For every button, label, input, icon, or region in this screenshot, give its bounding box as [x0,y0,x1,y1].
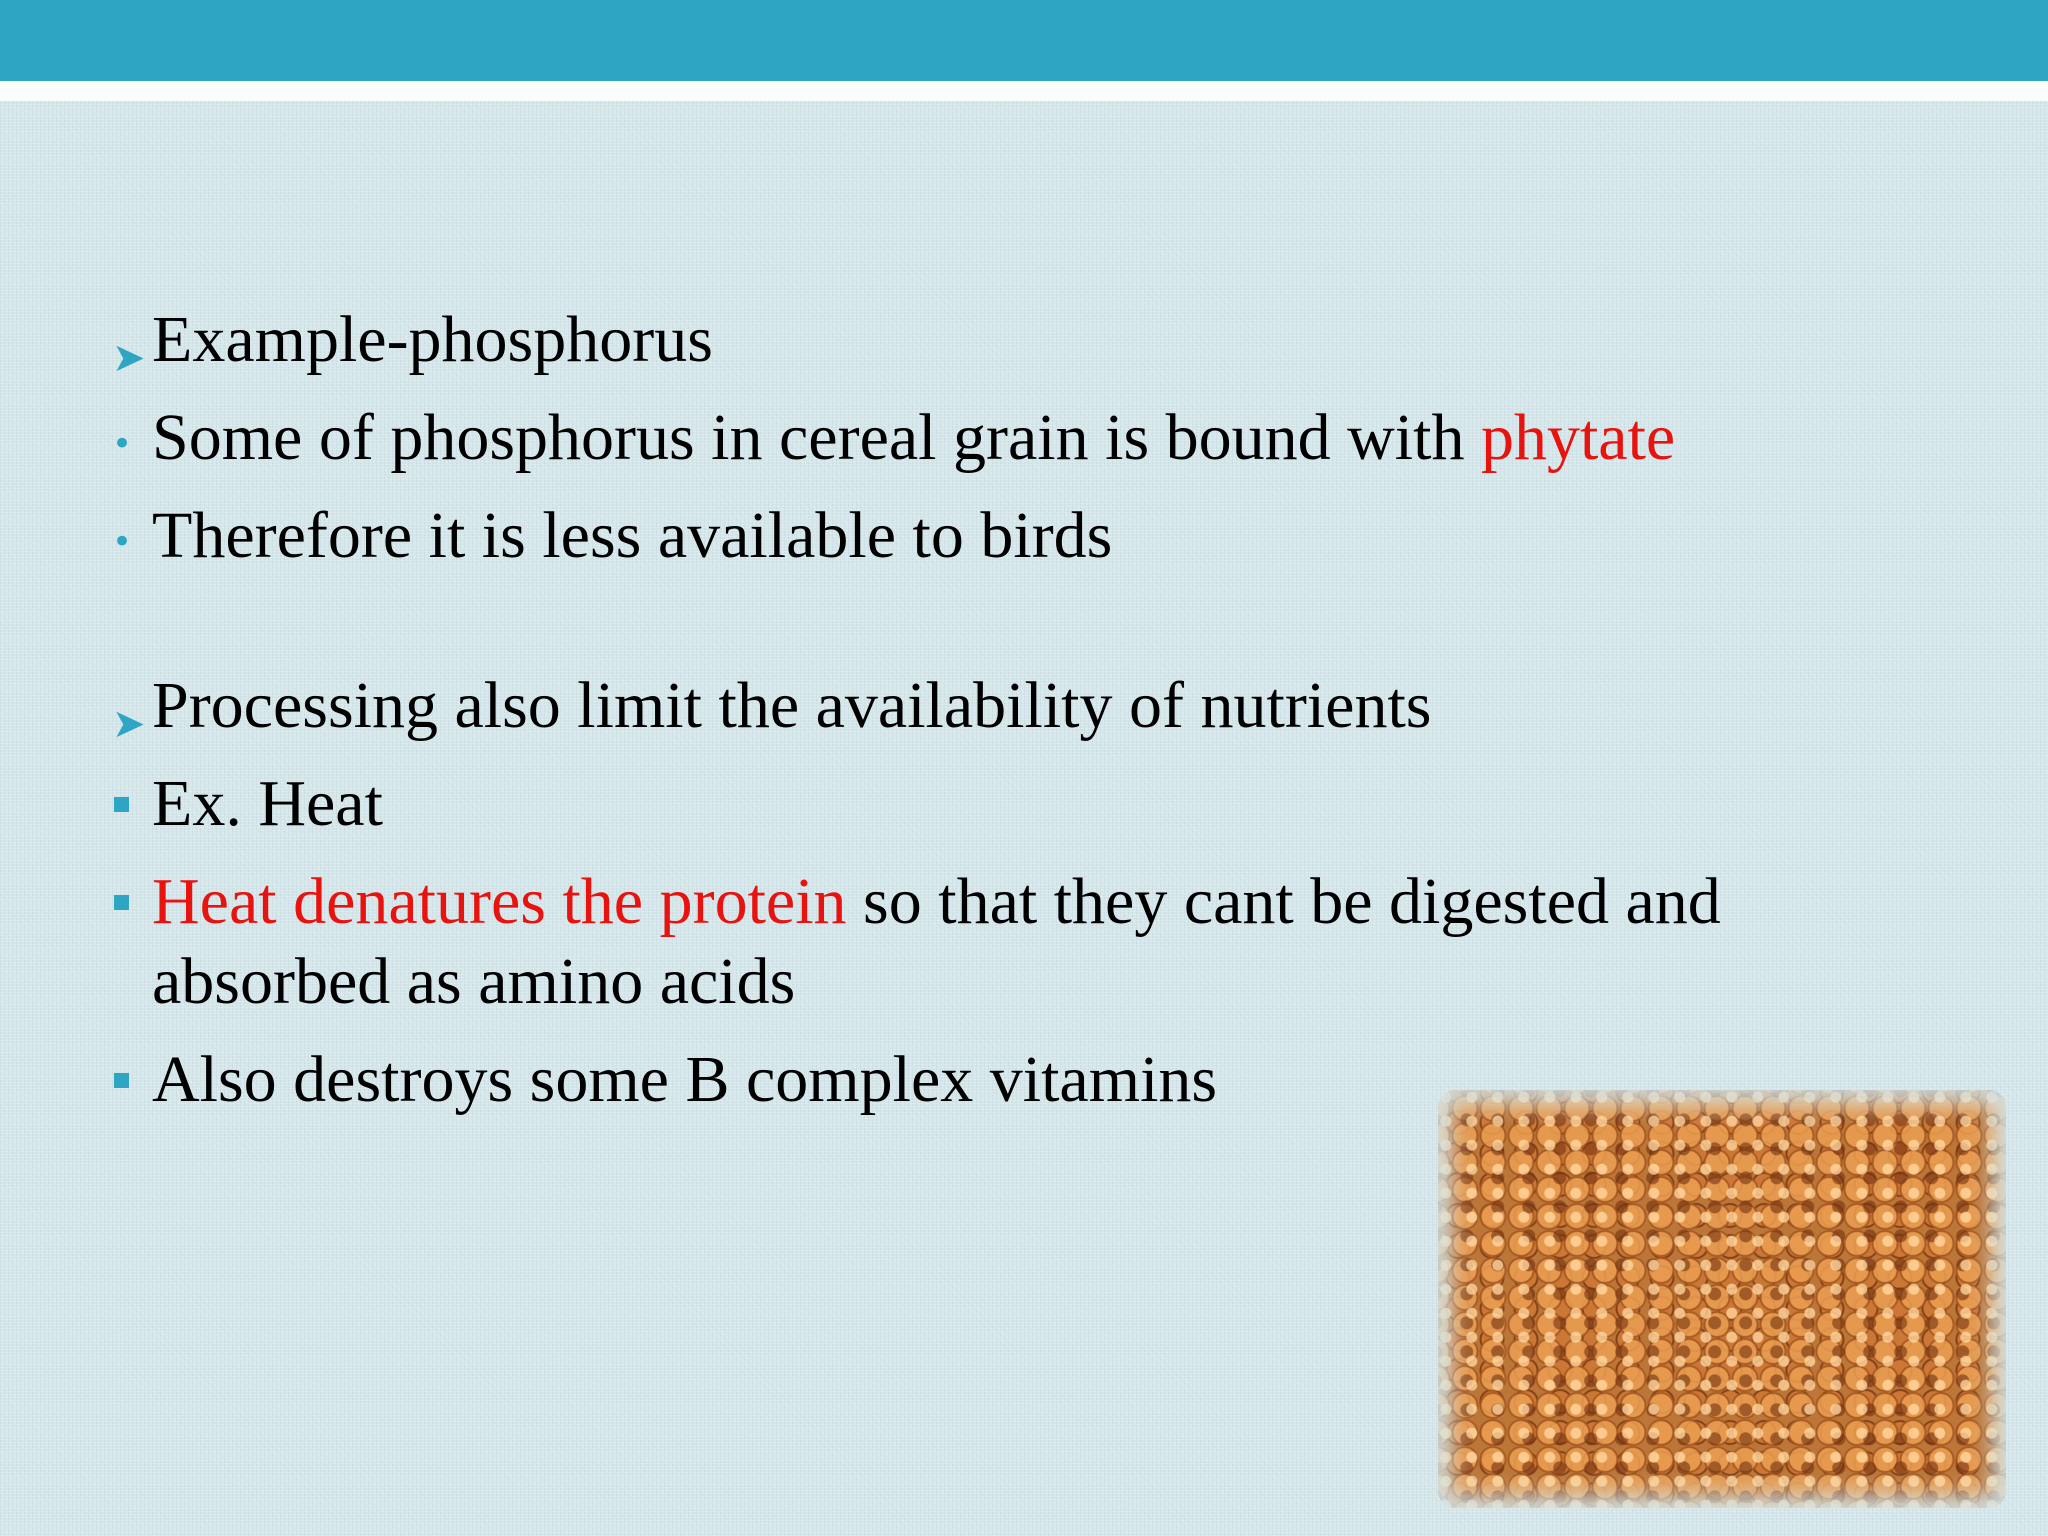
square-bullet-icon [114,895,129,910]
bullet-phytate [110,398,1810,478]
bullet-text: so that they cant be digested and [846,865,1721,938]
header-divider [0,81,2048,101]
square-bullet-icon [114,1073,129,1088]
bullet-text: Ex. Heat [152,767,383,840]
header-bar [0,0,2048,81]
bullet-example-phosphorus [110,300,1810,380]
arrow-bullet-icon: ➤ [112,335,146,381]
bullet-text: Some of phosphorus in cereal grain is bound with [152,401,1481,474]
bullet-less-available [110,496,1810,576]
dot-bullet-icon: • [112,522,133,562]
bullet-ex-heat [110,764,1810,844]
bullet-text: Also destroys some B complex vitamins [152,1043,1218,1116]
highlight-text: phytate [1480,401,1676,474]
bullet-text: Therefore it is less available to birds [152,499,1113,572]
cereal-grains-photo [1438,1090,2006,1508]
arrow-bullet-icon: ➤ [112,701,146,747]
bullet-processing [110,666,1810,746]
bullet-text: Example-phosphorus [152,303,713,376]
square-bullet-icon [114,797,129,812]
slide-body [110,300,1810,1120]
highlight-text: Heat denatures the protein [152,865,847,938]
bullet-text: Processing also limit the availability of nutrients [152,669,1432,742]
dot-bullet-icon: • [112,424,133,464]
bullet-text: absorbed as amino acids [152,945,796,1018]
bullet-heat-denatures-continuation [110,942,1810,1022]
bullet-heat-denatures [110,862,1810,942]
